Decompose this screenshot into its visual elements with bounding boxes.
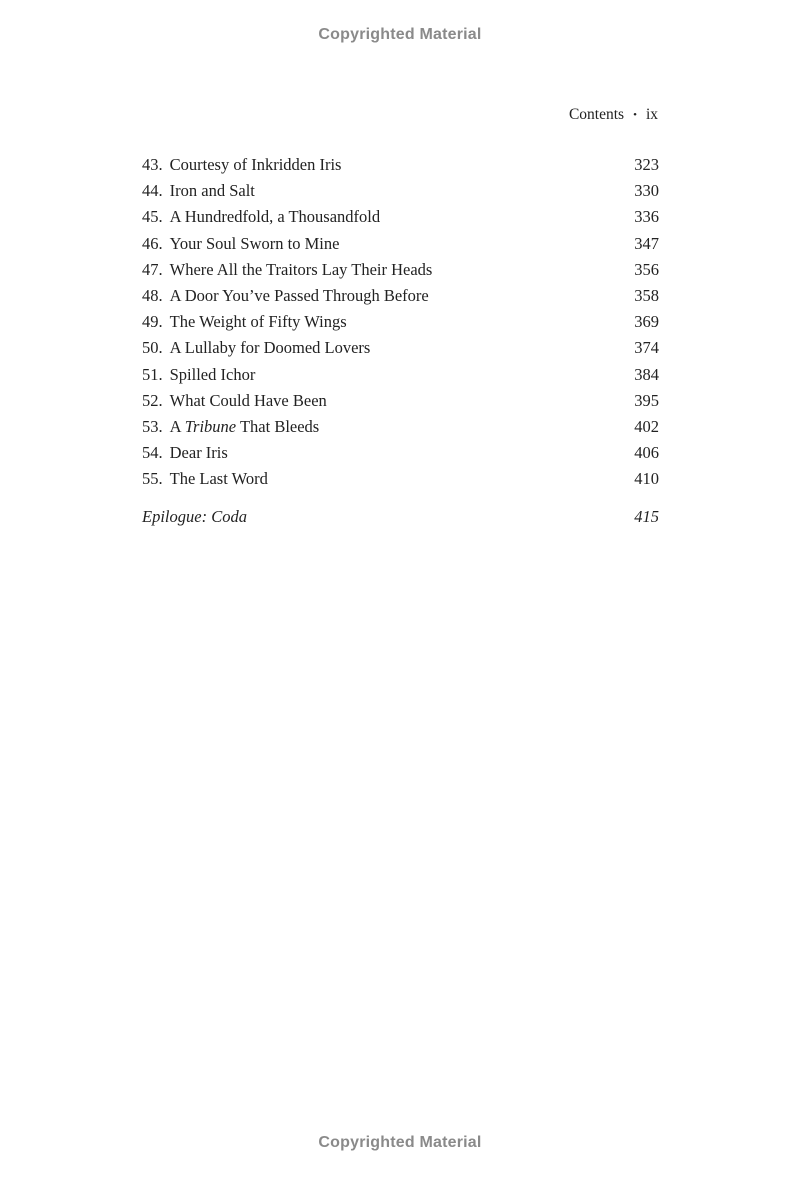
page-number: 369: [634, 312, 659, 332]
chapter-number: 44.: [142, 181, 163, 201]
page-number: 406: [634, 443, 659, 463]
page-number: 410: [634, 469, 659, 489]
chapter-number: 48.: [142, 285, 163, 305]
page-number: 347: [634, 233, 659, 253]
chapter-title-suffix: That Bleeds: [239, 416, 320, 436]
chapter-title-italic: Tribune: [184, 416, 237, 436]
toc-entry-52[interactable]: [142, 388, 659, 414]
toc-entry-epilogue[interactable]: [142, 507, 659, 527]
page-number: 356: [634, 259, 659, 279]
chapter-title: A Lullaby for Doomed Lovers: [169, 338, 371, 358]
chapter-number: 54.: [142, 443, 163, 463]
chapter-title: The Last Word: [169, 469, 268, 489]
toc-entry-53[interactable]: [142, 414, 659, 440]
chapter-number: 43.: [142, 155, 163, 174]
chapter-title: Where All the Traitors Lay Their Heads: [169, 259, 433, 279]
toc-entry-label: [142, 309, 347, 335]
page-number: 330: [634, 181, 659, 201]
chapter-title: A Hundredfold, a Thousandfold: [169, 207, 381, 227]
chapter-title: Dear Iris: [169, 443, 228, 463]
toc-entry-label: [142, 257, 432, 283]
toc-entry-label: [142, 178, 255, 204]
toc-entry-50[interactable]: [142, 335, 659, 361]
chapter-number: 45.: [142, 207, 163, 227]
running-head-bullet: •: [633, 109, 637, 121]
epilogue-title: Epilogue: Coda: [142, 507, 247, 526]
toc-entry-label: [142, 335, 370, 361]
chapter-title: Iron and Salt: [169, 181, 255, 201]
toc-entry-55[interactable]: [142, 466, 659, 492]
toc-entry-51[interactable]: [142, 362, 659, 388]
toc-entry-label: [142, 152, 341, 178]
toc-entry-label: [142, 204, 380, 230]
toc-entry-43[interactable]: [142, 152, 659, 178]
table-of-contents: [142, 152, 659, 492]
epilogue-page-number: 415: [634, 507, 659, 526]
chapter-title: Courtesy of Inkridden Iris: [169, 155, 342, 174]
page-number: 336: [634, 207, 659, 227]
toc-entry-label: [142, 414, 319, 440]
toc-entry-label: [142, 440, 228, 466]
toc-entry-47[interactable]: [142, 257, 659, 283]
chapter-number: 52.: [142, 390, 163, 410]
toc-entry-48[interactable]: [142, 283, 659, 309]
copyright-watermark-top: Copyrighted Material: [318, 26, 482, 43]
copyright-watermark-bottom: Copyrighted Material: [318, 1134, 482, 1151]
running-head: [569, 106, 658, 124]
page-number: 384: [634, 364, 659, 384]
toc-entry-45[interactable]: [142, 204, 659, 230]
page-number: 358: [634, 285, 659, 305]
page-number: 395: [634, 390, 659, 410]
toc-entry-54[interactable]: [142, 440, 659, 466]
page-number: 323: [634, 155, 659, 174]
chapter-number: 46.: [142, 233, 163, 253]
toc-entry-label: [142, 466, 268, 492]
chapter-number: 47.: [142, 259, 163, 279]
toc-entry-label: [142, 362, 255, 388]
toc-entry-label: [142, 231, 339, 257]
chapter-number: 53.: [142, 416, 163, 436]
running-head-label: Contents: [568, 106, 625, 123]
chapter-title: A Door You’ve Passed Through Before: [169, 285, 429, 305]
page-number: 402: [634, 416, 659, 436]
toc-entry-46[interactable]: [142, 231, 659, 257]
chapter-number: 49.: [142, 312, 163, 332]
toc-entry-label: [142, 283, 429, 309]
chapter-title: Spilled Ichor: [169, 364, 256, 384]
chapter-title: The Weight of Fifty Wings: [169, 312, 347, 332]
chapter-number: 50.: [142, 338, 163, 358]
chapter-number: 51.: [142, 364, 163, 384]
chapter-number: 55.: [142, 469, 163, 489]
toc-entry-49[interactable]: [142, 309, 659, 335]
toc-entry-label: [142, 388, 327, 414]
chapter-title: Your Soul Sworn to Mine: [169, 233, 340, 253]
page-number: 374: [634, 338, 659, 358]
running-head-page-numeral: ix: [645, 106, 658, 123]
chapter-title-prefix: A: [169, 416, 181, 436]
toc-entry-44[interactable]: [142, 178, 659, 204]
chapter-title: What Could Have Been: [169, 390, 327, 410]
